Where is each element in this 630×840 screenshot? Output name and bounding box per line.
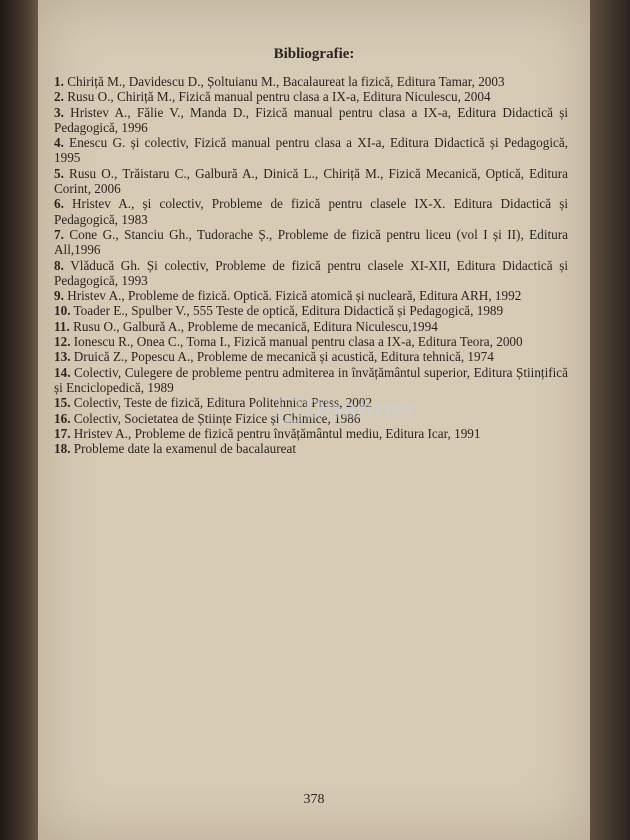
entry-number: 11. [54,318,70,334]
bibliography-entry [54,135,568,166]
bibliography-entry [54,227,568,258]
bibliography-entry [54,74,568,89]
entry-text: Cone G., Stanciu Gh., Tudorache Ș., Probleme de fizică pentru liceu (vol I și II), Editura All,1996 [54,226,568,258]
entry-text: Enescu G. și colectiv, Fizică manual pentru clasa a XI-a, Editura Didactică și Pedagogică, 1995 [54,135,568,166]
bibliography-entry [54,105,568,136]
watermark-text: Dbanner [304,393,418,424]
entry-text: Rusu O., Galbură A., Probleme de mecanică, Editura Niculescu,1994 [73,318,438,334]
entry-text: Hristev A., și colectiv, Probleme de fizică pentru clasele IX-X. Editura Didactică și Pedagogică, 1983 [54,196,568,227]
entry-number: 14. [54,364,71,380]
entry-text: Ionescu R., Onea C., Toma I., Fizică manual pentru clasa a IX-a, Editura Teora, 2000 [73,334,523,350]
entry-text: Rusu O., Chiriță M., Fizică manual pentru clasa a IX-a, Editura Niculescu, 2004 [67,89,491,105]
entry-text: Druică Z., Popescu A., Probleme de mecanică și acustică, Editura tehnică, 1974 [73,349,494,365]
entry-number: 5. [54,165,64,181]
bibliography-entry [54,166,568,197]
bibliography-entry [54,258,568,289]
entry-number: 7. [54,226,64,242]
entry-number: 18. [54,441,71,457]
entry-number: 9. [54,288,64,304]
entry-text: Toader E., Spulber V., 555 Teste de optică, Editura Didactică și Pedagogică, 1989 [73,303,504,319]
entry-text: Colectiv, Teste de fizică, Editura Politehnica Press, 2002 [73,395,373,411]
entry-text: Hristev A., Probleme de fizică. Optică. Fizică atomică și nucleară, Editura ARH, 1992 [67,288,522,304]
entry-text: Vlăducă Gh. Și colectiv, Probleme de fizică pentru clasele XI-XII, Editura Didactică și Pedagogică, 1993 [54,257,568,288]
bibliography-entry [54,349,568,364]
entry-text: Hristev A., Fălie V., Manda D., Fizică manual pentru clasa a IX-a, Editura Didactică și Pedagogică, 1996 [54,104,568,135]
entry-number: 6. [54,196,64,212]
bibliography-entry [54,288,568,303]
page-number: 378 [303,792,325,807]
bibliography-entry [54,334,568,349]
book-page [38,0,590,840]
entry-text: Probleme date la examenul de bacalaureat [73,441,297,457]
bibliography-entry [54,303,568,318]
entry-number: 16. [54,410,71,426]
entry-text: Hristev A., Probleme de fizică pentru învățământul mediu, Editura Icar, 1991 [73,425,481,441]
entry-number: 17. [54,425,71,441]
bibliography-entry [54,196,568,227]
entry-number: 4. [54,135,64,151]
watermark-logo-icon [278,397,300,423]
entry-number: 10. [54,303,71,319]
entry-number: 15. [54,395,71,411]
bibliography-entry [54,319,568,334]
entry-number: 3. [54,104,64,120]
entry-number: 1. [54,74,64,89]
bibliography-entry [54,441,568,456]
entry-number: 2. [54,89,64,105]
bibliography-entry [54,89,568,104]
entry-text: Colectiv, Culegere de probleme pentru admiterea in învățământul superior, Editura Științifică și Enciclopedică, 1989 [54,364,568,395]
entry-number: 12. [54,334,71,350]
entry-text: Rusu O., Trăistaru C., Galbură A., Dinică L., Chiriță M., Fizică Mecanică, Optică, Editura Corint, 2006 [54,165,568,197]
entry-number: 8. [54,257,64,273]
page-left-shadow [0,0,38,840]
page-title: Bibliografie: [273,46,355,62]
watermark [278,393,428,431]
entry-number: 13. [54,349,71,365]
page-right-shadow [590,0,630,840]
bibliography-entry [54,365,568,396]
entry-text: Colectiv, Societatea de Științe Fizice și Chimice, 1986 [73,410,361,426]
entry-text: Chiriță M., Davidescu D., Șoltuianu M., Bacalaureat la fizică, Editura Tamar, 2003 [67,74,505,89]
